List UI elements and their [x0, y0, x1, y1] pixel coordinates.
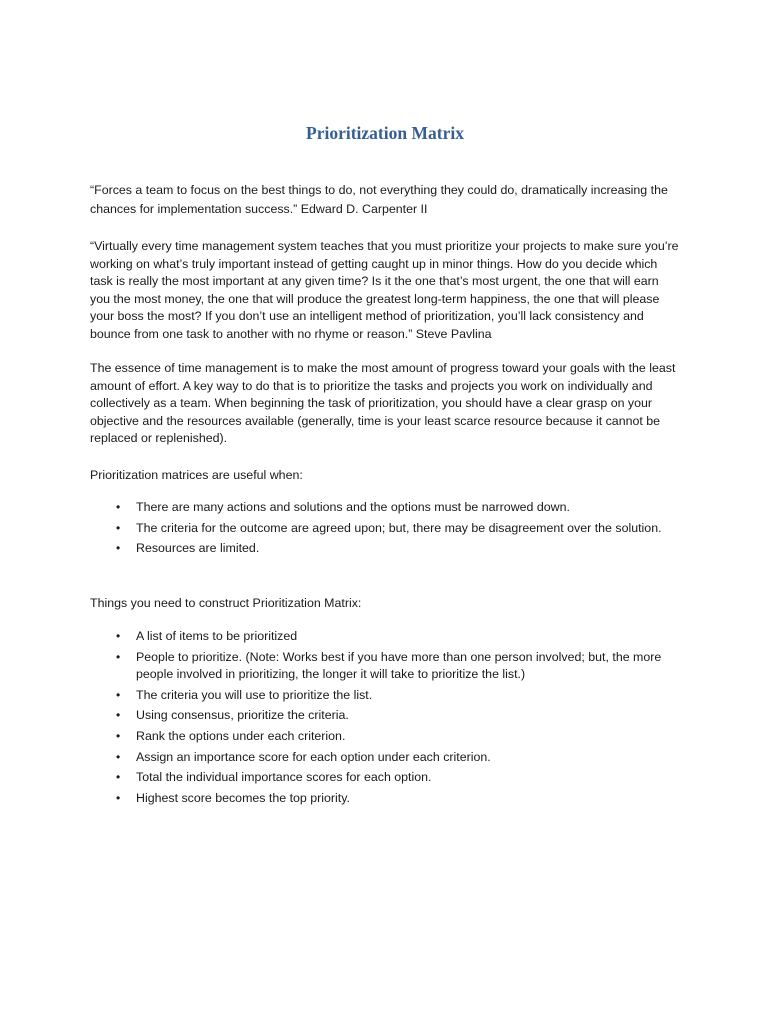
bullet-icon: • — [116, 687, 121, 702]
things-needed-list — [90, 628, 680, 810]
list-item — [90, 499, 680, 517]
bullet-icon: • — [116, 790, 121, 805]
things-needed-heading: Things you need to construct Prioritization Matrix: — [90, 596, 362, 610]
bullet-icon: • — [116, 629, 121, 643]
list-item — [90, 728, 680, 746]
bullet-icon: • — [116, 649, 121, 664]
list-item — [90, 540, 680, 558]
list-item — [90, 687, 680, 705]
list-item-text: The criteria you will use to prioritize the list. — [136, 687, 373, 702]
list-item-text: Highest score becomes the top priority. — [136, 790, 350, 805]
list-item-text: A list of items to be prioritized — [136, 629, 298, 643]
list-item-text: People to prioritize. (Note: Works best if you have more than one person involved; but, the more people involved in prioritizing, the longer it will take to prioritize the list.) — [136, 649, 662, 682]
list-item-text: Resources are limited. — [136, 541, 260, 556]
list-item — [90, 707, 680, 725]
list-item-text: Assign an importance score for each option under each criterion. — [136, 749, 491, 764]
bullet-icon: • — [116, 770, 121, 785]
useful-when-list — [90, 499, 680, 561]
list-item — [90, 790, 680, 808]
list-item-text: Rank the options under each criterion. — [136, 728, 346, 743]
bullet-icon: • — [116, 541, 121, 556]
list-item-text: Total the individual importance scores for each option. — [136, 770, 432, 785]
list-item-text: Using consensus, prioritize the criteria. — [136, 708, 349, 723]
carpenter-quote: “Forces a team to focus on the best things to do, not everything they could do, dramatically increasing the chances for implementation success.” Edward D. Carpenter II — [90, 183, 668, 216]
bullet-icon: • — [116, 500, 121, 514]
document-title: Prioritization Matrix — [306, 123, 464, 143]
list-item-text: The criteria for the outcome are agreed upon; but, there may be disagreement over the solution. — [136, 520, 662, 535]
list-item — [90, 769, 680, 787]
bullet-icon: • — [116, 728, 121, 743]
useful-when-heading: Prioritization matrices are useful when: — [90, 468, 303, 482]
pavlina-quote: “Virtually every time management system teaches that you must prioritize your projects to make sure you’re working on what’s truly important instead of getting caught up in minor things. How do you decide which task is really the most important at any given time? Is it the one that’s most urgent, the one that will earn you the most money, the one that will produce the greatest long-term happiness, the one that will please your boss the most? If you don’t use an intelligent method of prioritization, you’ll lack consistency and bounce from one task to another with no rhyme or reason.” Steve Pavlina — [90, 239, 679, 341]
list-item — [90, 649, 680, 684]
list-item — [90, 628, 680, 646]
list-item-text: There are many actions and solutions and the options must be narrowed down. — [136, 500, 570, 514]
list-item — [90, 749, 680, 767]
bullet-icon: • — [116, 708, 121, 723]
list-item — [90, 520, 680, 538]
bullet-icon: • — [116, 520, 121, 535]
essence-paragraph: The essence of time management is to make the most amount of progress toward your goals with the least amount of effort. A key way to do that is to prioritize the tasks and projects you work on individually and collectively as a team. When beginning the task of prioritization, you should have a clear grasp on your objective and the resources available (generally, time is your least scarce resource because it cannot be replaced or replenished). — [90, 361, 676, 446]
bullet-icon: • — [116, 749, 121, 764]
